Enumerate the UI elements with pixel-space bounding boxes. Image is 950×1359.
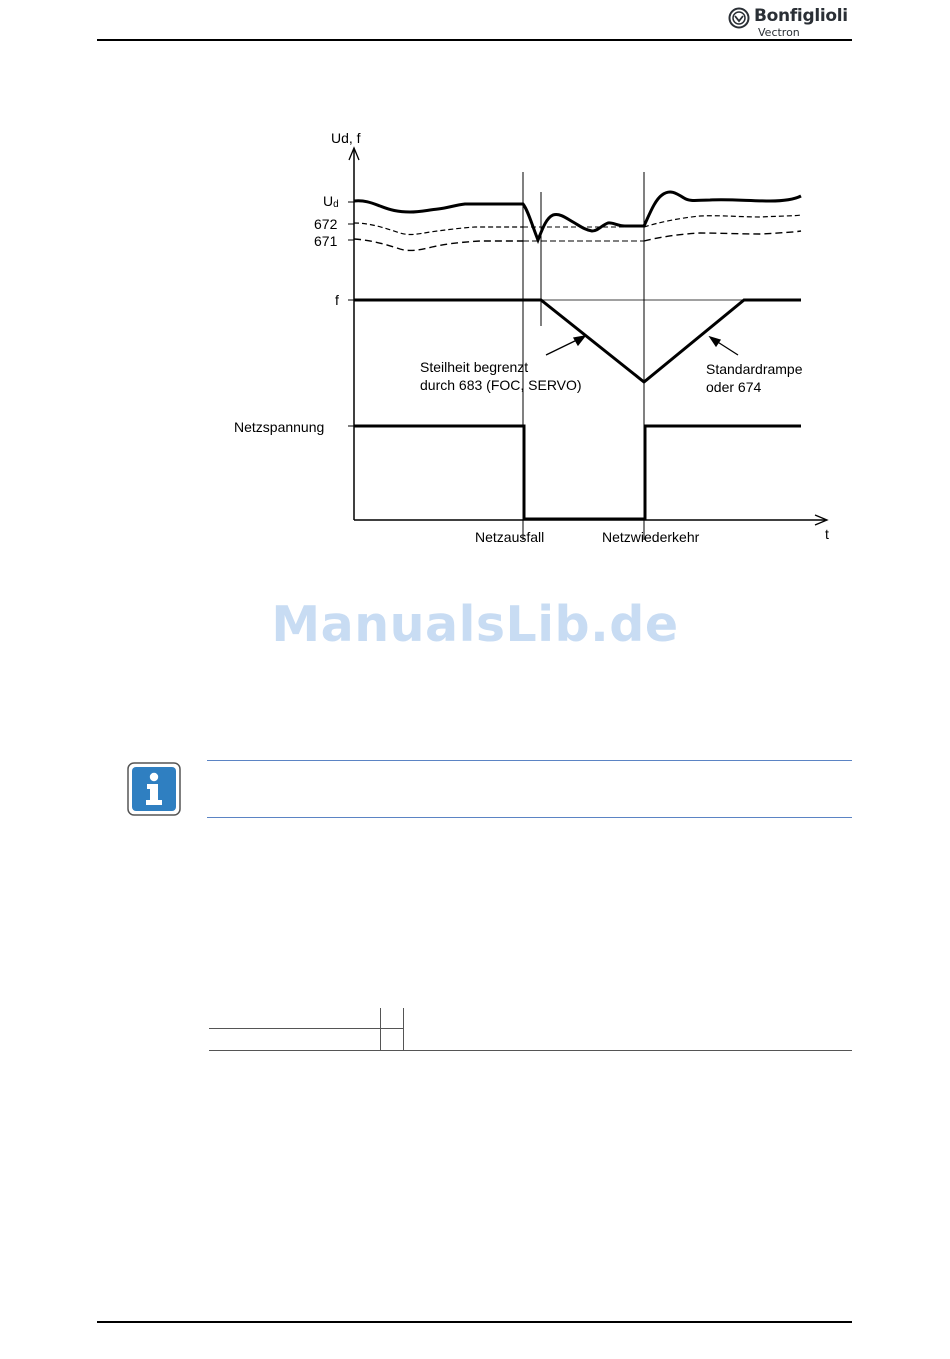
ud-label — [323, 193, 339, 210]
label-671: 671 — [314, 233, 338, 249]
watermark: ManualsLib.de — [271, 596, 679, 653]
label-672: 672 — [314, 216, 338, 232]
table-col-divider-2 — [403, 1008, 404, 1050]
netzspannung-label: Netzspannung — [234, 419, 325, 435]
brand-subname: Vectron — [758, 26, 800, 39]
brand-name: Bonfiglioli — [754, 6, 848, 26]
hint-bottom-rule — [207, 817, 852, 818]
info-icon — [127, 762, 181, 816]
netzwiederkehr-label: Netzwiederkehr — [602, 529, 700, 545]
y-ticks — [348, 202, 354, 426]
standardrampe-annotation-line2: oder 674 — [706, 379, 762, 395]
netzspannung-curve — [354, 426, 801, 519]
steilheit-annotation-line1: Steilheit begrenzt — [420, 359, 529, 375]
ud-label-sub: d — [333, 199, 339, 210]
annotation-arrows — [546, 336, 738, 355]
hint-top-rule — [207, 760, 852, 761]
steilheit-annotation-line2: durch 683 (FOC, SERVO) — [420, 377, 582, 393]
standardrampe-annotation-line1: Standardrampe — [706, 361, 803, 377]
netzausfall-label: Netzausfall — [475, 529, 545, 545]
x-axis-label: t — [825, 526, 829, 542]
y-axis-label: Ud, f — [331, 130, 361, 146]
f-label: f — [335, 292, 339, 308]
footer-rule — [97, 1321, 852, 1323]
table-bottom-rule — [209, 1050, 852, 1051]
table-row-divider — [209, 1028, 403, 1029]
table-col-divider-1 — [380, 1008, 381, 1050]
power-failure-diagram — [0, 0, 950, 560]
ud-label-main: U — [323, 193, 334, 209]
